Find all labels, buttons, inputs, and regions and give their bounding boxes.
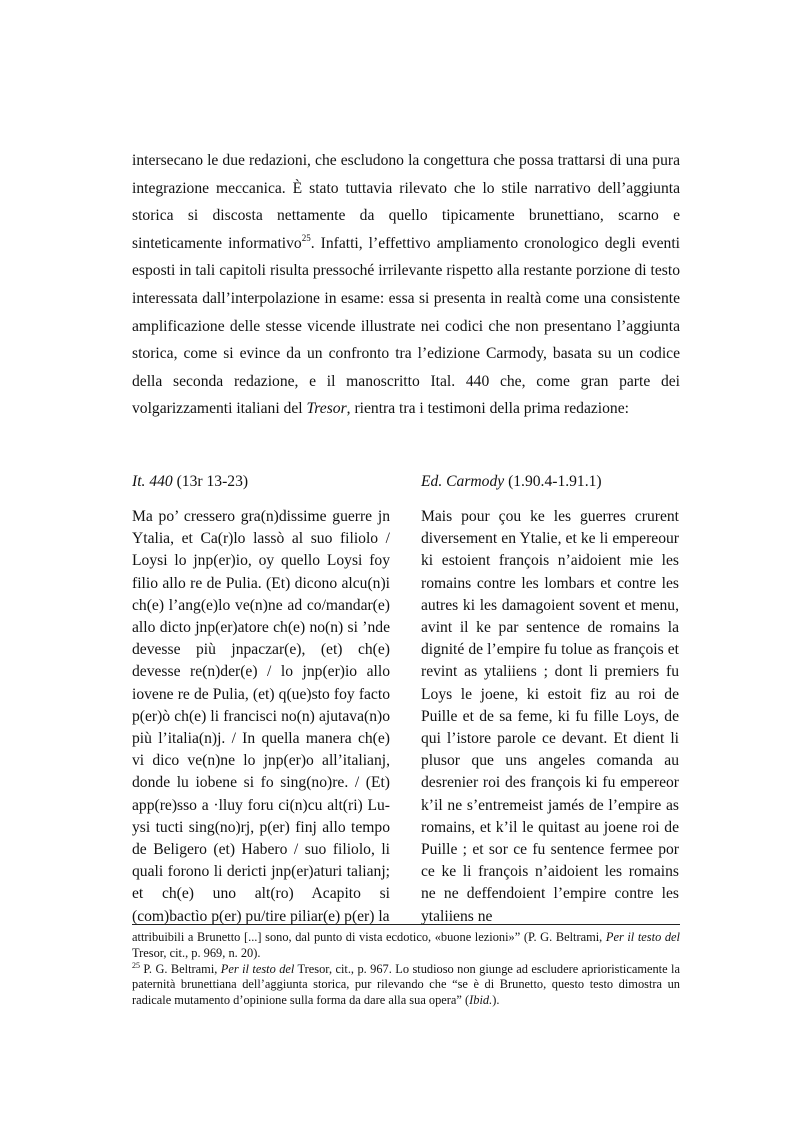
- italic-title: Per il testo del: [220, 961, 295, 976]
- text-run: P. G. Beltrami,: [140, 961, 221, 976]
- text-run: Tresor, cit., p. 967. Lo studioso non giunge ad escludere aprioristicamente la paternità brunettiana dell’aggiunta storica, pur rilevando che “se è di Brunetto, questo testo dimostra un radicale mutamento d’opinione sulla forma da dare alla sua opera” (: [132, 961, 680, 1008]
- footnote-number: 25: [132, 960, 140, 970]
- left-column-text: Ma po’ cressero gra(n)dissime guerre jn Ytalia, et Ca(r)lo lassò al suo filiolo / Loysi lo jnp(er)io, oy quello Loysi foy filio allo re de Pulia. (Et) dicono alcu(n)i ch(e) l’ang(e)lo ve(n)ne ad co/mandar(e) allo dicto jnp(er)atore ch(e) no(n) si ’nde devesse più jnpaczar(e), (et) ch(e) devesse re(n)der(e) / lo jnp(er)io allo iovene re de Pulia, (et) q(ue)sto foy facto p(er)ò ch(e) li francisci no(n) ajutava(n)o più l’italia(n)j. / In quella manera ch(e) vi dico ve(n)ne lo jnp(er)o all’italianj, donde lu iobene si fo sing(no)re. / (Et) app(re)sso a ·lluy foru ci(n)cu alt(ri) Luysi tucti sing(no)rj, p(er) finj allo tempo de Beligero (et) Habero / suo filiolo, li quali forono li dericti jnp(er)aturi talianj; et ch(e) uno alt(ro) Acapito si (com)bactìo p(er) pu/tire piliar(e) p(er) la: [132, 508, 390, 925]
- right-column-heading: [421, 471, 602, 493]
- edition-reference: (13r 13-23): [172, 473, 249, 490]
- text-run: attribuibili a Brunetto [...] sono, dal punto di vista ecdotico, «buone lezioni»” (P. G. Beltrami,: [132, 930, 606, 944]
- text-run: . Infatti, l’effettivo ampliamento cronologico degli eventi esposti in tali capitoli risulta pressoché irrilevante rispetto alla restante porzione di testo interessata dall’interpolazione in esame: essa si presenta in realtà come una consistente amplificazione delle stesse vicende illustrate nei codici che non presentano l’aggiunta storica, come si evince da un confronto tra l’edizione Carmody, basata su un codice della seconda redazione, e il manoscritto Ital. 440 che, come gran parte dei volgarizzamenti italiani del: [132, 234, 680, 418]
- footnotes: [132, 930, 680, 1009]
- text-run: ).: [492, 993, 500, 1008]
- paragraph: [132, 147, 680, 423]
- right-column-text: Mais pour çou ke les guerres crurent diversement en Ytalie, et ke li empereour ki estoient françois n’aidoient mie les romains contre les lombars et contre les autres ki les damagoient sovent et menu, avint il ke par sentence de romains la dignité de l’empire fu tolue as françois et revint as ytaliiens ; dont li premiers fu Loys le joene, ki estoit fiz au roi de Puille et de sa feme, ki fu fille Loys, de qui l’istore parole ce devant. Et dient li plusor que uns angeles comanda au desrenier roi des françois ki fu empereor k’il ne s’entremeist jamés de l’empire as romains, et k’il le quitast au joene roi de Puille ; et sor ce fu sentence fermee por ce ke li françois n’aidoient les romains ne ne deffendoient l’empire contre les ytaliiens ne: [421, 508, 679, 925]
- edition-reference: (1.90.4-1.91.1): [504, 473, 602, 490]
- footnote-reference[interactable]: 25: [301, 232, 311, 243]
- text-run: Tresor, cit., p. 969, n. 20).: [132, 945, 261, 960]
- italic-title: Tresor: [306, 400, 347, 418]
- text-run: , rientra tra i testimoni della prima redazione:: [346, 400, 629, 418]
- italic-title: Per il testo del: [605, 930, 681, 944]
- edition-name: Ed. Carmody: [421, 473, 505, 490]
- italic-ibid: Ibid.: [469, 993, 493, 1008]
- text-run: intersecano le due redazioni, che escludono la congettura che possa trattarsi di una pura integrazione meccanica. È stato tuttavia rilevato che lo stile narrativo dell’aggiunta storica si discosta nettamente da quello tipicamente brunettiano, scarno e sinteticamente informativo: [132, 152, 680, 252]
- body-text: [132, 147, 680, 423]
- left-column-heading: [132, 471, 248, 493]
- footnote-25: [132, 962, 680, 1009]
- edition-name: It. 440: [132, 473, 173, 490]
- footnote-continuation: [132, 930, 680, 962]
- footnote-separator: [132, 924, 680, 925]
